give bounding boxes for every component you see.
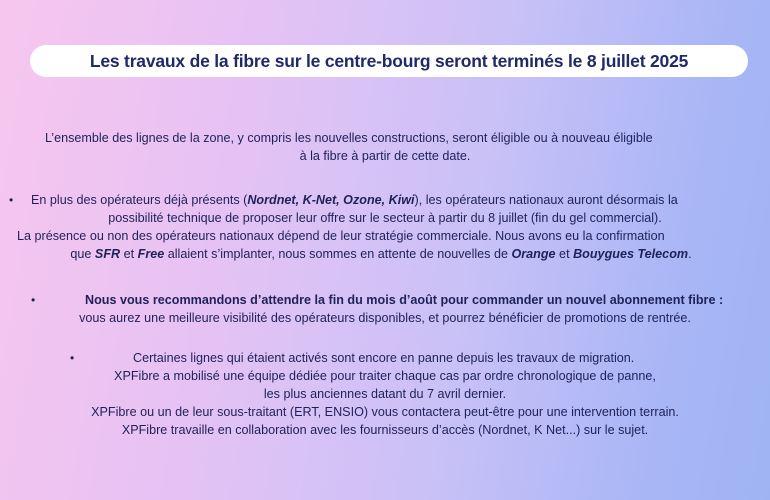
paragraph-line: En plus des opérateurs déjà présents (Nordnet, K-Net, Ozone, Kiwi), les opérateurs nationaux auront désormais la xyxy=(31,193,678,207)
operator-sfr: SFR xyxy=(94,247,121,261)
bullet-icon: • xyxy=(70,351,75,365)
paragraph-line: à la fibre à partir de cette date. xyxy=(299,149,471,163)
paragraph-line: La présence ou non des opérateurs nationaux dépend de leur stratégie commerciale. Nous avons eu la confirmation xyxy=(17,229,665,243)
paragraph-line: vous aurez une meilleure visibilité des opérateurs disponibles, et pourrez bénéficier de promotions de rentrée. xyxy=(79,311,691,325)
paragraph-operators xyxy=(0,191,770,263)
recommendation-bold: Nous vous recommandons d’attendre la fin du mois d’août pour commander un nouvel abonnement fibre : xyxy=(85,293,724,307)
paragraph-line: XPFibre a mobilisé une équipe dédiée pour traiter chaque cas par ordre chronologique de panne, xyxy=(114,369,656,383)
paragraph-line: XPFibre travaille en collaboration avec les fournisseurs d’accès (Nordnet, K Net...) sur le sujet. xyxy=(121,423,649,437)
paragraph-line xyxy=(0,291,770,309)
bullet-icon: • xyxy=(9,193,14,207)
operators-list: Nordnet, K-Net, Ozone, Kiwi xyxy=(247,193,415,207)
paragraph-line: L’ensemble des lignes de la zone, y compris les nouvelles constructions, seront éligible ou à nouveau éligible xyxy=(45,131,653,145)
page-title xyxy=(30,45,748,77)
operator-bouygues: Bouygues Telecom xyxy=(573,247,689,261)
paragraph-outages xyxy=(0,349,770,439)
operator-free: Free xyxy=(137,247,165,261)
paragraph-eligibility xyxy=(0,129,770,165)
operator-orange: Orange xyxy=(511,247,556,261)
page-title-text: Les travaux de la fibre sur le centre-bourg seront terminés le 8 juillet 2025 xyxy=(89,50,689,71)
paragraph-line: les plus anciennes datant du 7 avril dernier. xyxy=(263,387,507,401)
paragraph-line: XPFibre ou un de leur sous-traitant (ERT, ENSIO) vous contactera peut-être pour une intervention terrain. xyxy=(91,405,679,419)
paragraph-recommendation xyxy=(0,291,770,327)
bullet-icon: • xyxy=(31,293,36,307)
paragraph-line: Certaines lignes qui étaient activés sont encore en panne depuis les travaux de migration. xyxy=(133,351,635,365)
paragraph-line: que SFR et Free allaient s’implanter, nous sommes en attente de nouvelles de Orange et Bouygues Telecom. xyxy=(70,247,692,261)
paragraph-line: possibilité technique de proposer leur offre sur le secteur à partir du 8 juillet (fin du gel commercial). xyxy=(108,211,662,225)
